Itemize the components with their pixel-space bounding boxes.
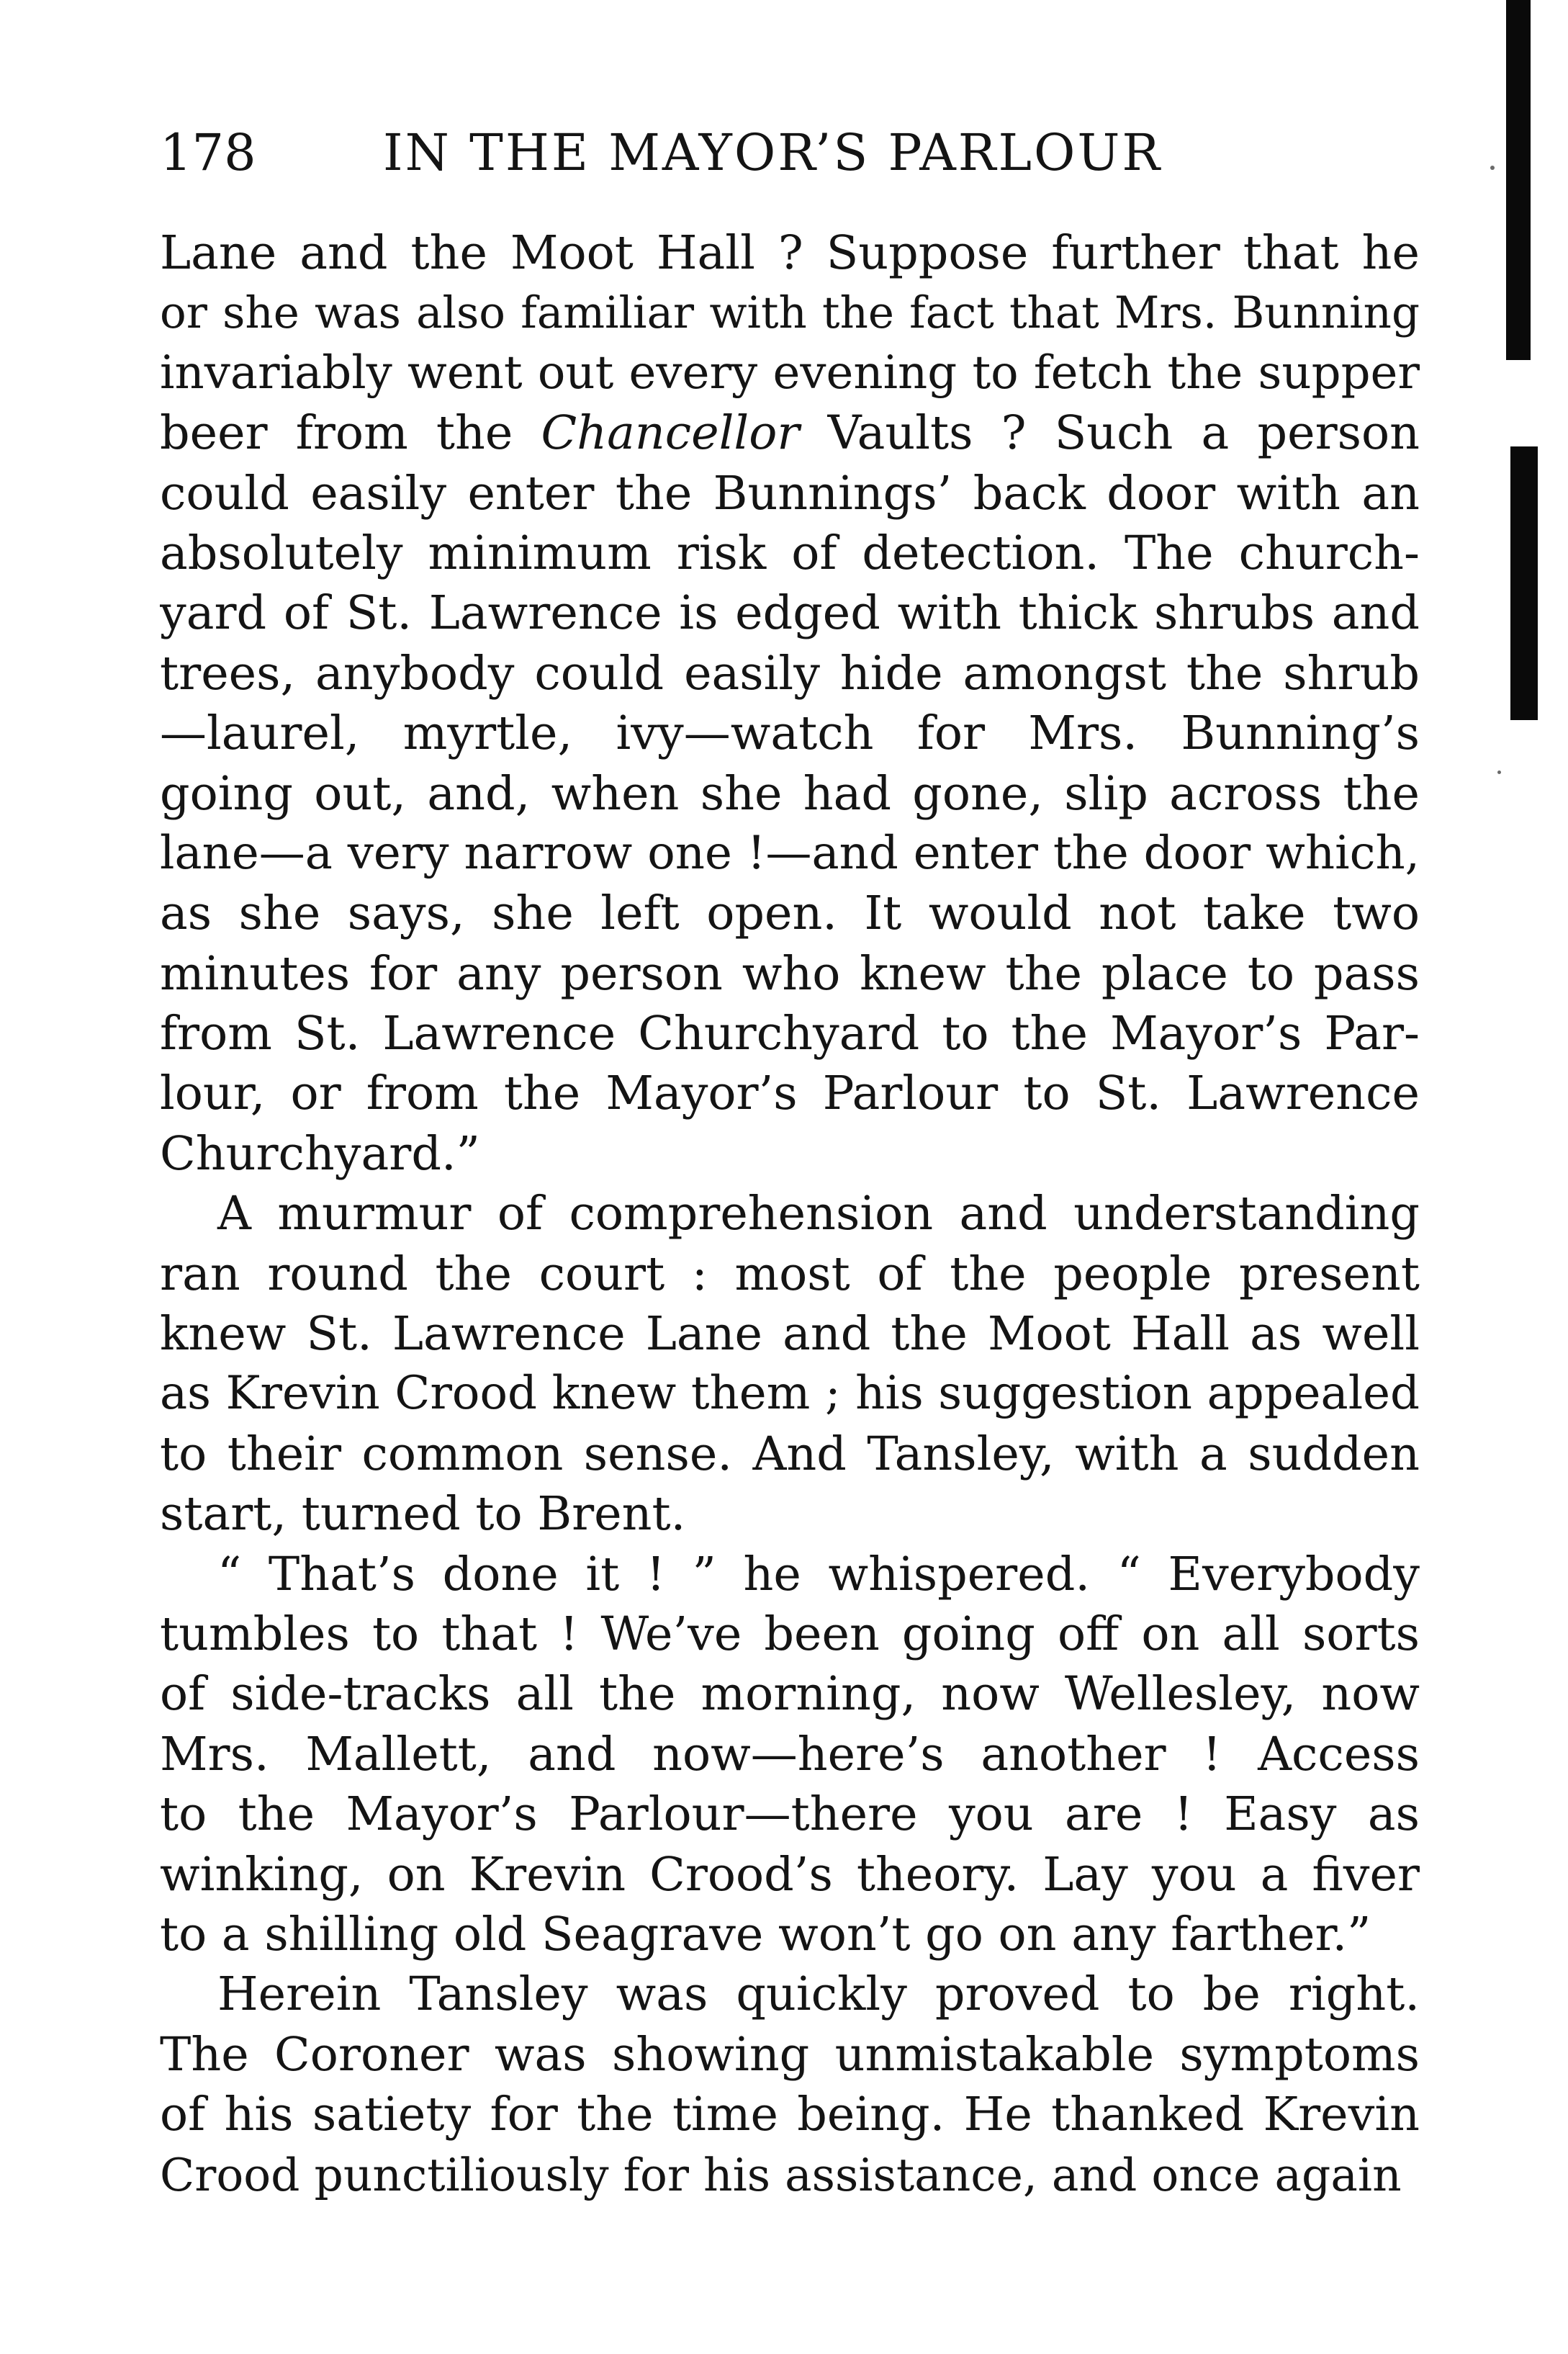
text-line: going out, and, when she had gone, slip across the — [160, 766, 1420, 821]
paragraph — [160, 1184, 1420, 1544]
text-line: knew St. Lawrence Lane and the Moot Hall as well — [160, 1307, 1420, 1362]
page-header — [160, 117, 1420, 189]
text-line: minutes for any person who knew the place to pass — [160, 946, 1420, 1001]
text-line: Mrs. Mallett, and now—here’s another ! Access — [160, 1727, 1420, 1782]
text-line: as Krevin Crood knew them ; his suggestion appealed — [160, 1367, 1420, 1421]
scan-speck — [1497, 771, 1501, 774]
paragraph — [160, 1545, 1420, 1965]
text-line: A murmur of comprehension and understanding — [217, 1187, 1420, 1241]
text-line: absolutely minimum risk of detection. The church- — [160, 526, 1420, 580]
text-line: beer from the Chancellor Vaults ? Such a person — [160, 406, 1420, 461]
page-number: 178 — [160, 123, 256, 182]
italic-name: Chancellor — [541, 406, 800, 461]
text-line: Crood punctiliously for his assistance, and once again — [160, 2148, 1402, 2201]
scan-edge-mark-middle — [1510, 446, 1538, 720]
text-line: trees, anybody could easily hide amongst the shrub — [160, 646, 1420, 701]
text-line: or she was also familiar with the fact that Mrs. Bunning — [160, 287, 1420, 339]
text-line: of his satiety for the time being. He thanked Krevin — [160, 2088, 1420, 2142]
text-line: Churchyard.” — [160, 1126, 480, 1181]
paragraph — [160, 1964, 1420, 2205]
text-line: Lane and the Moot Hall ? Suppose further that he — [160, 226, 1420, 280]
text-line: to their common sense. And Tansley, with a sudden — [160, 1427, 1420, 1481]
text-line: to a shilling old Seagrave won’t go on any farther.” — [160, 1907, 1371, 1962]
text-line: winking, on Krevin Crood’s theory. Lay you a fiver — [160, 1847, 1420, 1902]
text-line: of side-tracks all the morning, now Wellesley, now — [160, 1667, 1420, 1722]
text-line: “ That’s done it ! ” he whispered. “ Everybody — [217, 1547, 1420, 1601]
text-line: yard of St. Lawrence is edged with thick shrubs and — [160, 586, 1420, 641]
text-line: lour, or from the Mayor’s Parlour to St. Lawrence — [160, 1066, 1420, 1121]
text-line: Herein Tansley was quickly proved to be right. — [217, 1967, 1420, 2022]
running-title: IN THE MAYOR’S PARLOUR — [383, 123, 1163, 182]
text-line: could easily enter the Bunnings’ back door with an — [160, 466, 1420, 521]
paragraph — [160, 223, 1420, 1184]
scan-edge-mark-top — [1506, 0, 1531, 360]
text-line: lane—a very narrow one !—and enter the door which, — [160, 826, 1420, 880]
text-line: invariably went out every evening to fetch the supper — [160, 346, 1420, 400]
body-text — [160, 223, 1420, 2205]
text-line: as she says, she left open. It would not take two — [160, 886, 1420, 941]
text-line: ran round the court : most of the people present — [160, 1246, 1420, 1301]
text-line: tumbles to that ! We’ve been going off on all sorts — [160, 1607, 1420, 1661]
text-line: from St. Lawrence Churchyard to the Mayor’s Par- — [160, 1007, 1420, 1061]
text-line: start, turned to Brent. — [160, 1487, 686, 1542]
text-line: The Coroner was showing unmistakable symptoms — [160, 2027, 1420, 2082]
text-line: to the Mayor’s Parlour—there you are ! Easy as — [160, 1787, 1420, 1842]
text-line: —laurel, myrtle, ivy—watch for Mrs. Bunning’s — [160, 706, 1420, 761]
scan-speck — [1490, 166, 1495, 170]
